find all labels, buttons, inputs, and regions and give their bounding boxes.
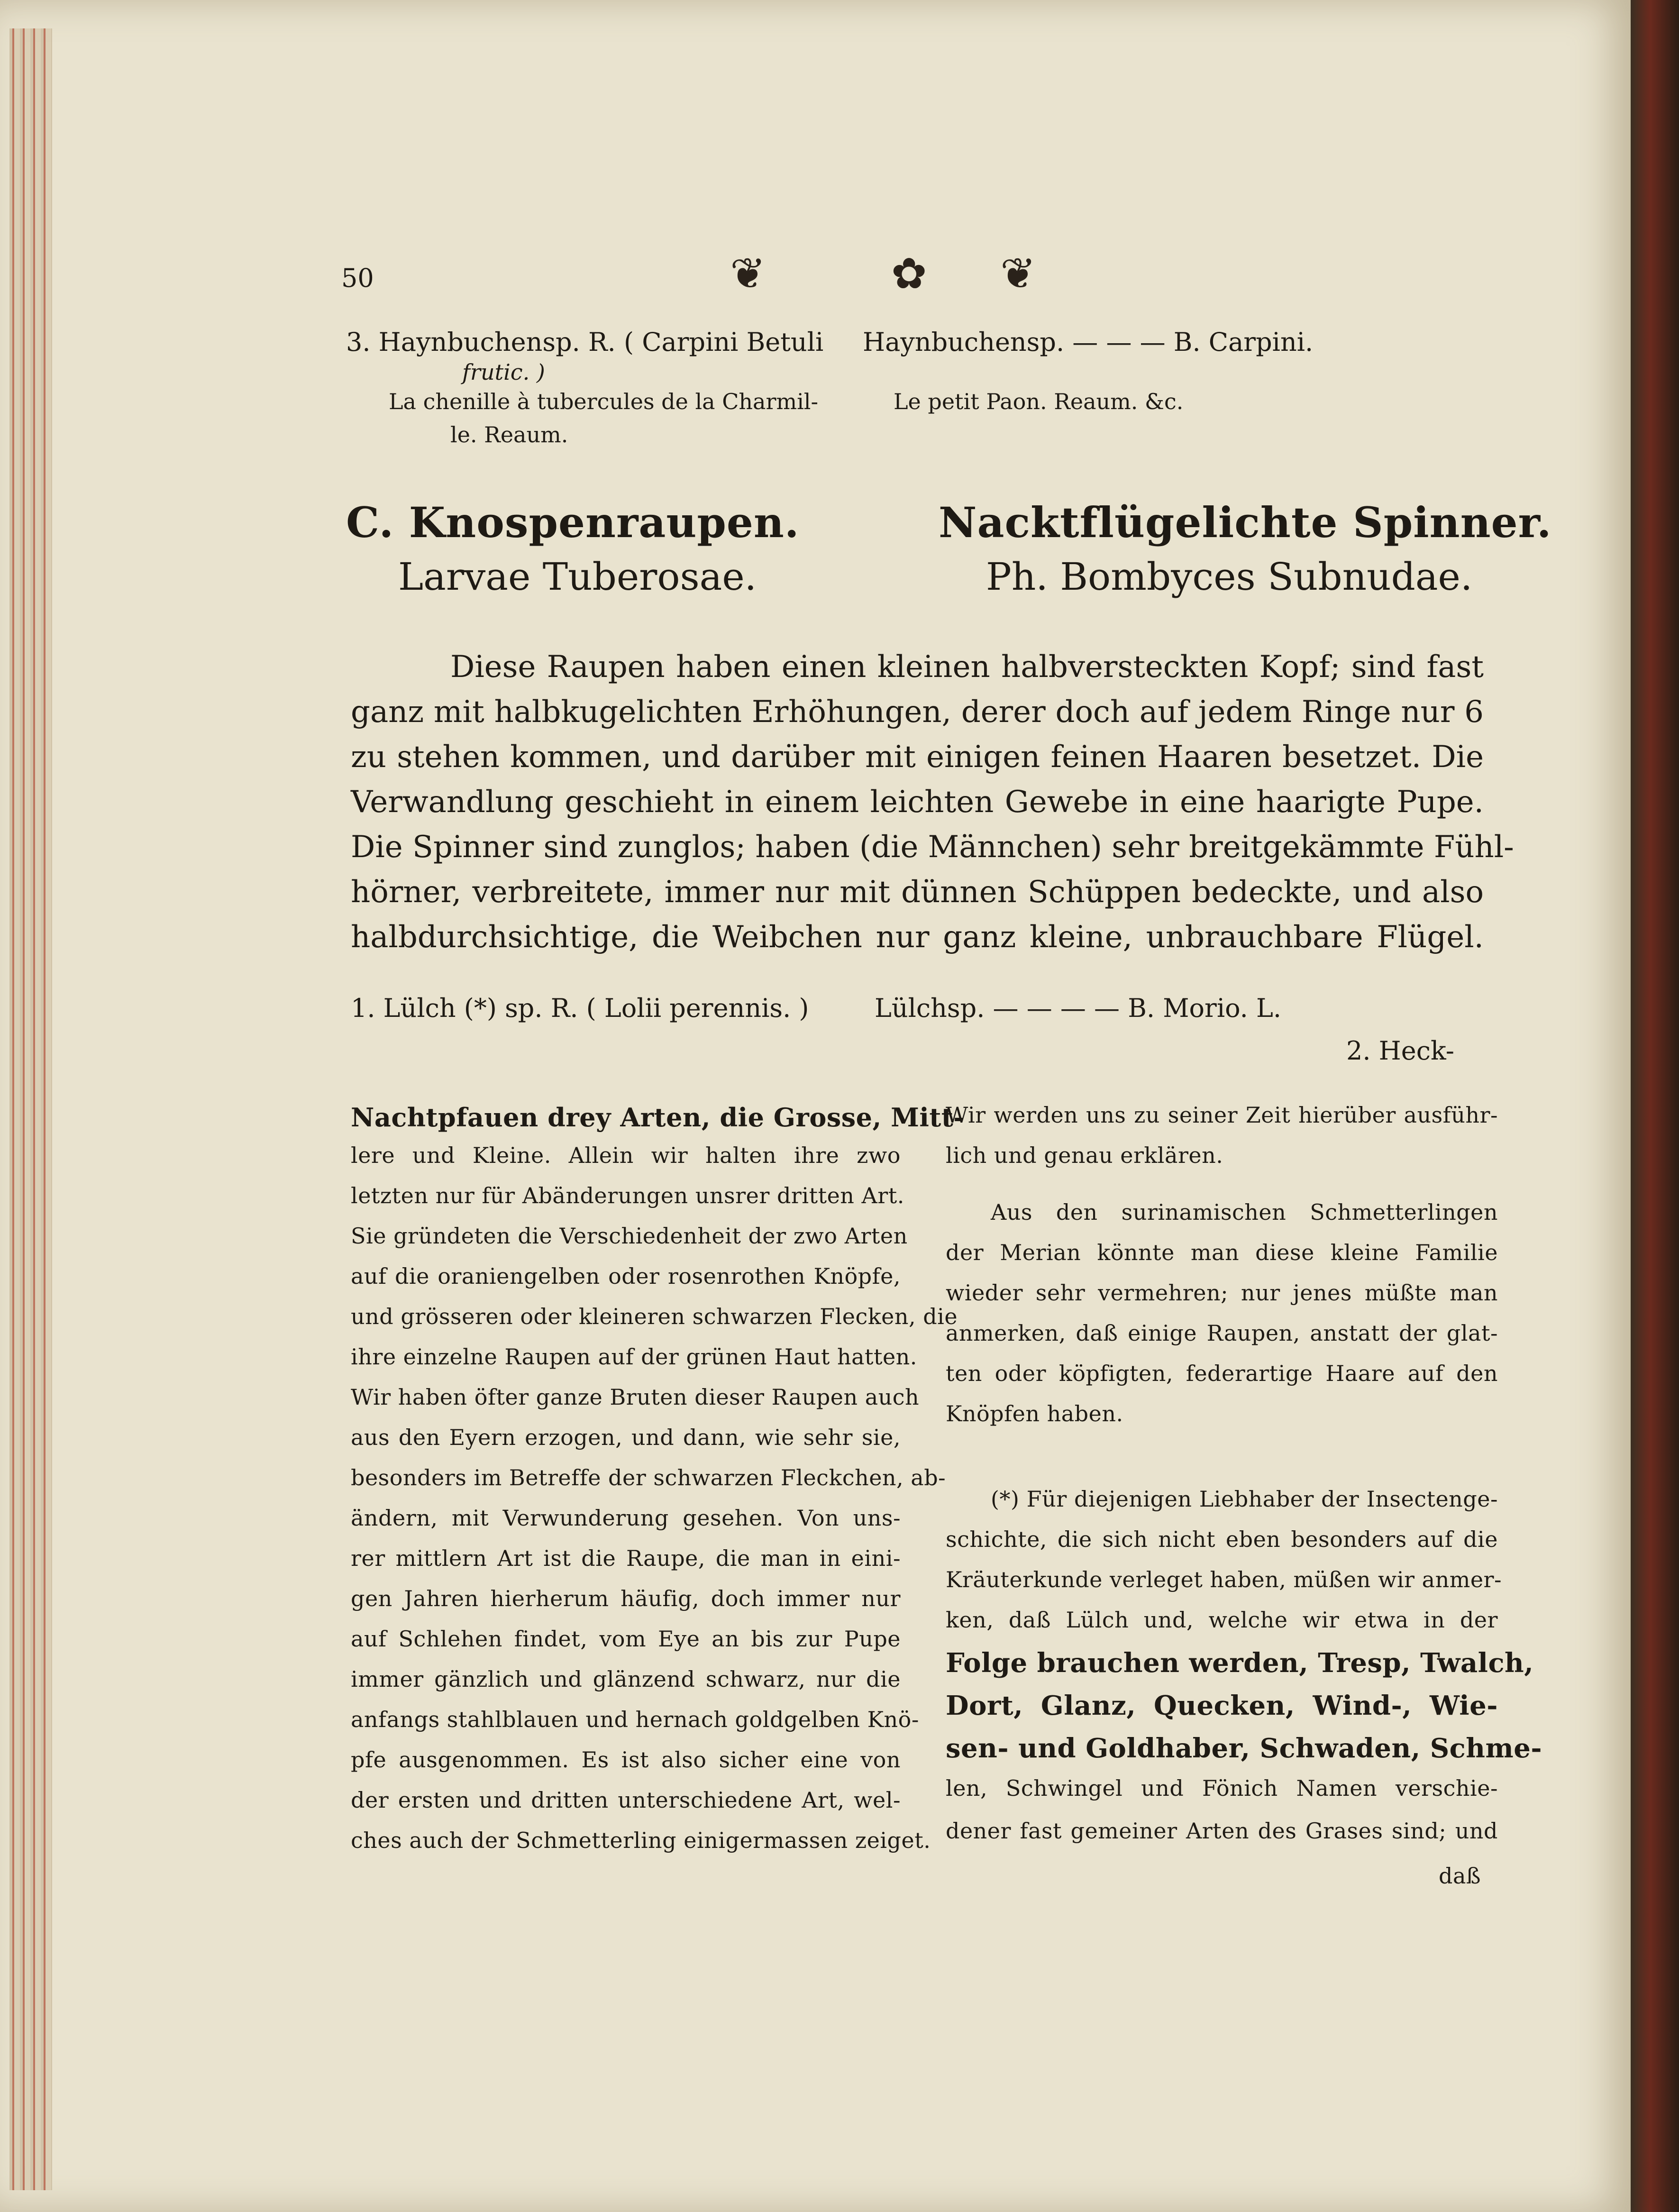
- footnote-line: ken, daß Lülch und, welche wir etwa in der: [946, 1607, 1498, 1633]
- left-column-line: ihre einzelne Raupen auf der grünen Haut hatten.: [351, 1344, 917, 1370]
- ornament-left-icon: ❦: [730, 249, 766, 299]
- footnote-line: len, Schwingel und Fönich Namen verschie-: [946, 1775, 1498, 1801]
- footnote-line: dener fast gemeiner Arten des Grases sind; und: [946, 1818, 1498, 1844]
- right-column-line: anmerken, daß einige Raupen, anstatt der glat-: [946, 1320, 1498, 1346]
- footnote-line: schichte, die sich nicht eben besonders auf die: [946, 1526, 1498, 1552]
- left-column-line: rer mittlern Art ist die Raupe, die man in eini-: [351, 1545, 901, 1571]
- left-column-line: Nachtpfauen drey Arten, die Grosse, Mitt-: [351, 1102, 965, 1133]
- page-number: 50: [341, 263, 374, 293]
- entry3-right-line2: Le petit Paon. Reaum. &c.: [894, 389, 1184, 414]
- description-line: ganz mit halbkugelichten Erhöhungen, derer doch auf jedem Ringe nur 6: [351, 695, 1484, 730]
- left-column-line: ändern, mit Verwunderung gesehen. Von uns-: [351, 1505, 901, 1531]
- left-column-line: immer gänzlich und glänzend schwarz, nur die: [351, 1666, 901, 1692]
- ornament-right-icon: ❦: [1000, 249, 1036, 299]
- footnote-line: sen- und Goldhaber, Schwaden, Schme-: [946, 1733, 1542, 1764]
- entry3-right-line1: Haynbuchensp. — — — B. Carpini.: [863, 327, 1314, 357]
- entry1-left: 1. Lülch (*) sp. R. ( Lolii perennis. ): [351, 993, 809, 1023]
- entry1-right: Lülchsp. — — — — B. Morio. L.: [875, 993, 1282, 1023]
- right-column-line: Aus den surinamischen Schmetterlingen: [991, 1199, 1498, 1225]
- section-right-heading: Nacktflügelichte Spinner.: [939, 498, 1552, 547]
- left-column-line: der ersten und dritten unterschiedene Art, wel-: [351, 1787, 901, 1813]
- footnote-line: (*) Für diejenigen Liebhaber der Insectenge-: [991, 1486, 1498, 1512]
- right-column-line: lich und genau erklären.: [946, 1143, 1223, 1168]
- entry3-left-line4: le. Reaum.: [450, 422, 568, 448]
- section-left-latin: Larvae Tuberosae.: [398, 555, 757, 599]
- left-column-line: auf die oraniengelben oder rosenrothen Knöpfe,: [351, 1263, 901, 1289]
- description-line: hörner, verbreitete, immer nur mit dünnen Schüppen bedeckte, und also: [351, 875, 1484, 910]
- page-binding-edge: [9, 28, 52, 2190]
- left-column-line: gen Jahren hierherum häufig, doch immer nur: [351, 1586, 901, 1611]
- section-left-heading: C. Knospenraupen.: [346, 498, 800, 547]
- footnote-line: Kräuterkunde verleget haben, müßen wir anmer-: [946, 1567, 1502, 1592]
- right-column-line: Wir werden uns zu seiner Zeit hierüber ausführ-: [946, 1102, 1498, 1128]
- footnote-line: Folge brauchen werden, Tresp, Twalch,: [946, 1647, 1534, 1679]
- left-column-line: lere und Kleine. Allein wir halten ihre zwo: [351, 1143, 901, 1168]
- left-column-line: Sie gründeten die Verschiedenheit der zwo Arten: [351, 1223, 908, 1249]
- entry3-left-line3: La chenille à tubercules de la Charmil-: [389, 389, 819, 414]
- right-column-line: Knöpfen haben.: [946, 1401, 1123, 1426]
- left-column-line: aus den Eyern erzogen, und dann, wie sehr sie,: [351, 1425, 901, 1450]
- right-column-line: wieder sehr vermehren; nur jenes müßte man: [946, 1280, 1498, 1306]
- left-column-line: und grösseren oder kleineren schwarzen Flecken, die: [351, 1304, 958, 1329]
- left-column-line: pfe ausgenommen. Es ist also sicher eine von: [351, 1747, 901, 1773]
- entry3-left-line1: 3. Haynbuchensp. R. ( Carpini Betuli: [346, 327, 824, 357]
- left-column-line: letzten nur für Abänderungen unsrer dritten Art.: [351, 1183, 904, 1208]
- left-column-line: auf Schlehen findet, vom Eye an bis zur Pupe: [351, 1626, 901, 1652]
- catchword: 2. Heck-: [1346, 1036, 1454, 1066]
- left-column-line: ches auch der Schmetterling einigermassen zeiget.: [351, 1828, 931, 1853]
- entry3-left-line2: frutic. ): [462, 359, 545, 385]
- description-line: Verwandlung geschieht in einem leichten Gewebe in eine haarigte Pupe.: [351, 785, 1484, 820]
- adjacent-page-edge: [1631, 0, 1679, 2212]
- description-line: halbdurchsichtige, die Weibchen nur ganz kleine, unbrauchbare Flügel.: [351, 920, 1484, 955]
- ornament-center-icon: ✿: [891, 249, 927, 299]
- right-column-line: der Merian könnte man diese kleine Familie: [946, 1240, 1498, 1265]
- footnote-catchword: daß: [1439, 1863, 1481, 1889]
- description-line: Die Spinner sind zunglos; haben (die Männchen) sehr breitgekämmte Fühl-: [351, 830, 1514, 865]
- section-right-latin: Ph. Bombyces Subnudae.: [986, 555, 1473, 599]
- right-column-line: ten oder köpfigten, federartige Haare auf den: [946, 1361, 1498, 1386]
- left-column-line: besonders im Betreffe der schwarzen Fleckchen, ab-: [351, 1465, 946, 1490]
- footnote-line: Dort, Glanz, Quecken, Wind-, Wie-: [946, 1690, 1498, 1721]
- description-line: Diese Raupen haben einen kleinen halbversteckten Kopf; sind fast: [450, 649, 1484, 685]
- description-line: zu stehen kommen, und darüber mit einigen feinen Haaren besetzet. Die: [351, 740, 1484, 775]
- left-column-line: Wir haben öfter ganze Bruten dieser Raupen auch: [351, 1384, 920, 1410]
- left-column-line: anfangs stahlblauen und hernach goldgelben Knö-: [351, 1707, 919, 1732]
